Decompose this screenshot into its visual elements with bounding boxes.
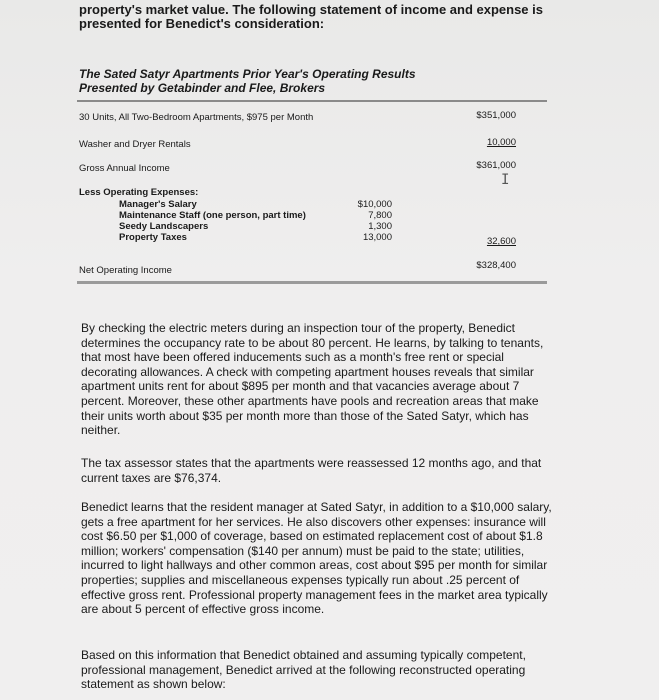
statement-title [79, 67, 499, 95]
paragraph-taxes: The tax assessor states that the apartments were reassessed 12 months ago, and that current taxes are $76,374. [81, 456, 542, 485]
statement-title-line1: The Sated Satyr Apartments Prior Year's Operating Results [79, 67, 416, 81]
expense-amount: 13,000 [362, 232, 392, 243]
top-rule [77, 100, 547, 102]
gross-income-label: Gross Annual Income [79, 163, 170, 174]
expense-label: Manager's Salary [119, 199, 197, 210]
expense-amount: 1,300 [368, 221, 392, 232]
text-cursor-icon: I [501, 172, 510, 188]
gross-income-amount: $361,000 [476, 160, 516, 171]
statement-title-line2: Presented by Getabinder and Flee, Brokers [79, 81, 326, 95]
expense-amount: 7,800 [368, 210, 392, 221]
expense-amount: $10,000 [357, 199, 392, 210]
washer-amount: 10,000 [486, 137, 516, 148]
expense-label: Property Taxes [119, 232, 187, 243]
expenses-total: 32,600 [486, 236, 516, 247]
noi-amount: $328,400 [476, 260, 516, 271]
units-amount: $351,000 [476, 110, 516, 121]
bottom-rule [77, 281, 547, 284]
noi-label: Net Operating Income [79, 265, 172, 276]
expenses-heading: Less Operating Expenses: [79, 187, 199, 198]
paragraph-occupancy: By checking the electric meters during an inspection tour of the property, Benedict determines the occupancy rate to be about 80 percent. He learns, by talking to tenants, that most have been offered inducements such as a month's free rent or special decorating allowances. A check with competing apartment houses reveals that similar apartment units rent for about $895 per month and that vacancies average about 7 percent. Moreover, these other apartments have pools and recreation areas that make their units worth about $35 per month more than those of the Sated Satyr, which has neither. [81, 321, 544, 438]
paragraph-conclusion: Based on this information that Benedict obtained and assuming typically competent, professional management, Benedict arrived at the following reconstructed operating statement as shown below: [81, 648, 526, 692]
washer-label: Washer and Dryer Rentals [79, 139, 191, 150]
intro-text: property's market value. The following statement of income and expense is presented for Benedict's consideration: [79, 2, 543, 31]
units-label: 30 Units, All Two-Bedroom Apartments, $975 per Month [79, 112, 314, 123]
paragraph-expenses: Benedict learns that the resident manager at Sated Satyr, in addition to a $10,000 salary, gets a free apartment for her services. He also discovers other expenses: insurance will cost $6.50 per $1,000 of coverage, based on estimated replacement cost of about $1.8 million; workers' compensation ($140 per annum) must be paid to the state; utilities, incurred to light hallways and other common areas, cost about $95 per month for similar properties; supplies and miscellaneous expenses typically run about .25 percent of effective gross rent. Professional property management fees in the market area typically are about 5 percent of effective gross income. [81, 500, 552, 617]
expense-label: Maintenance Staff (one person, part time) [119, 210, 306, 221]
expense-label: Seedy Landscapers [119, 221, 209, 232]
